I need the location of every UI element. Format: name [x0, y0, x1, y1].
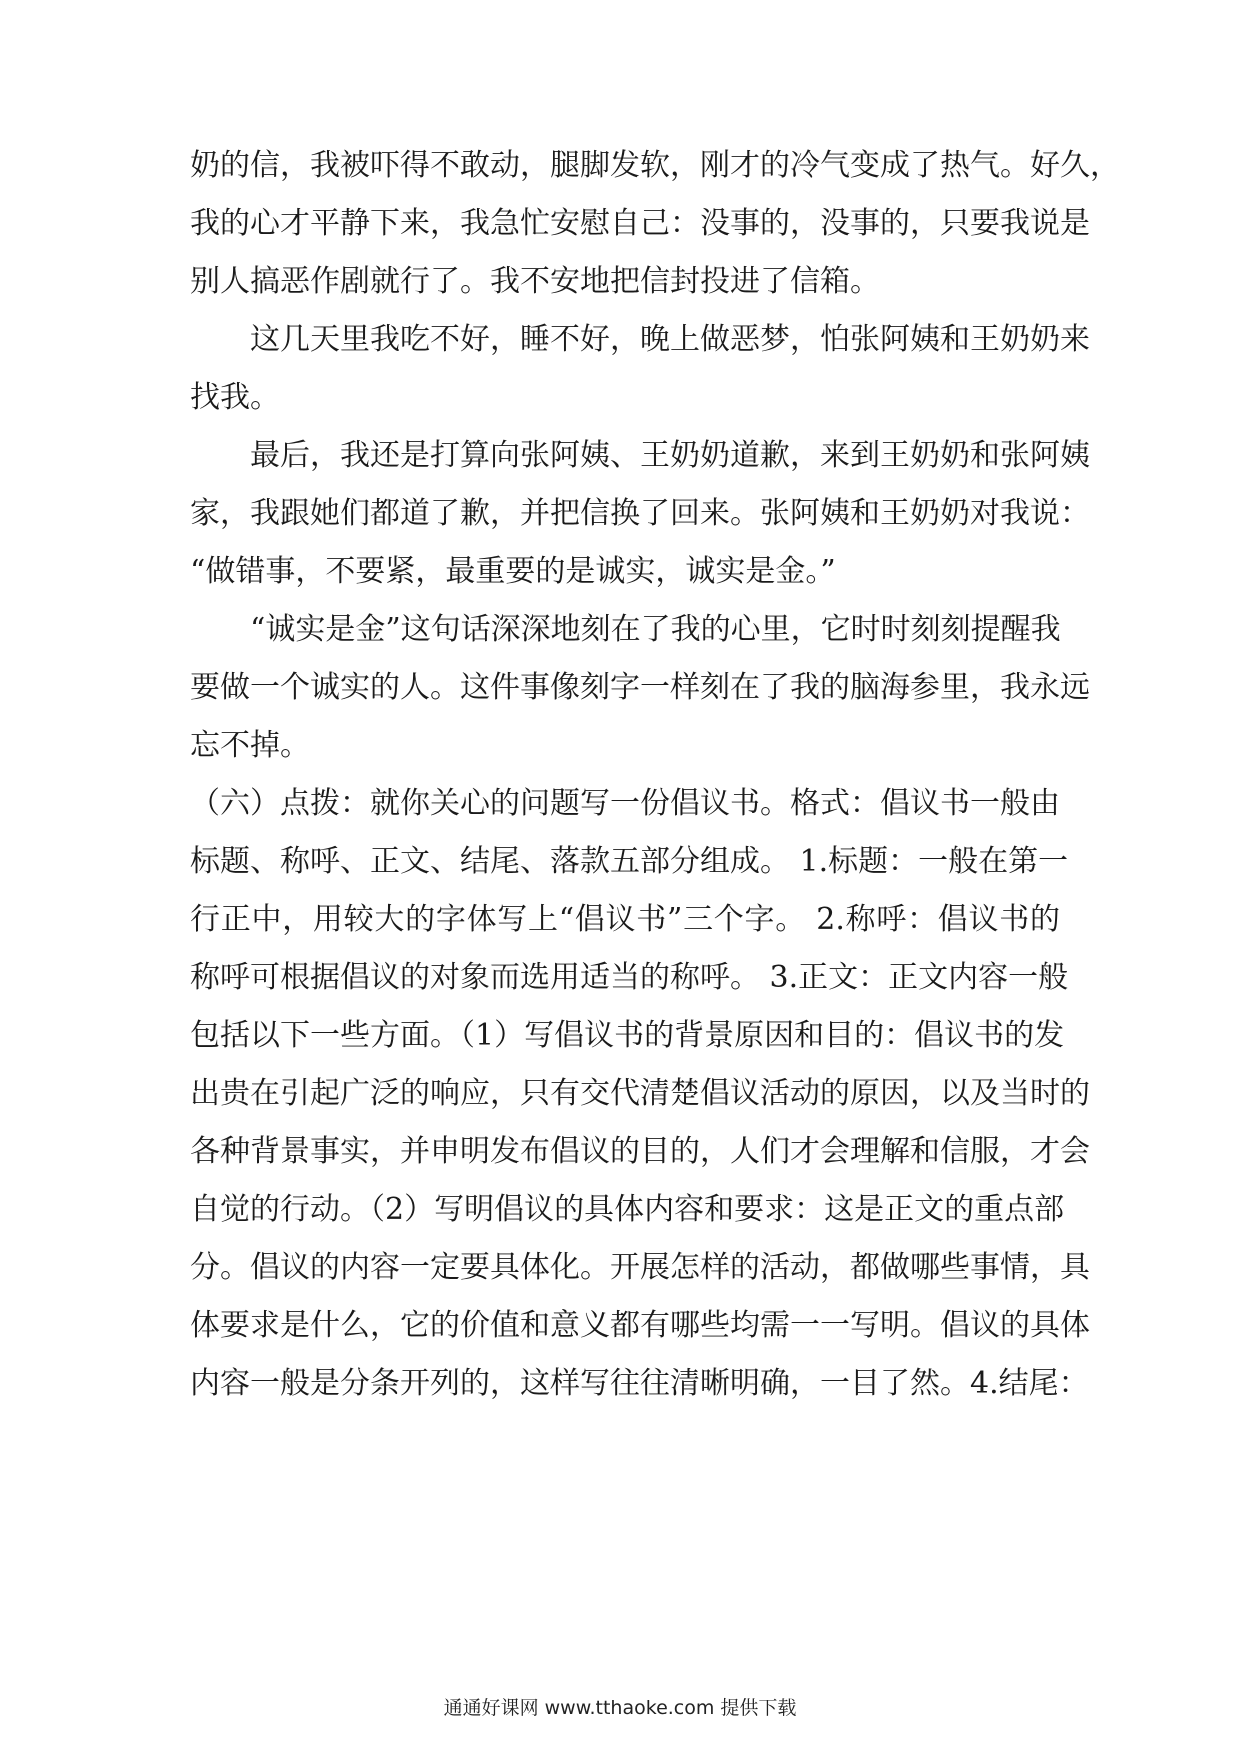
text-line: “诚实是金”这句话深深地刻在了我的心里，它时时刻刻提醒我	[190, 612, 1061, 647]
text-line: 家，我跟她们都道了歉，并把信换了回来。张阿姨和王奶奶对我说：	[190, 496, 1090, 531]
text-line: 自觉的行动。（2）写明倡议的具体内容和要求：这是正文的重点部	[190, 1192, 1065, 1227]
text-line: 别人搞恶作剧就行了。我不安地把信封投进了信箱。	[190, 264, 880, 299]
text-line: 我的心才平静下来，我急忙安慰自己：没事的，没事的，只要我说是	[190, 206, 1090, 241]
text-line: 分。倡议的内容一定要具体化。开展怎样的活动，都做哪些事情，具	[190, 1250, 1090, 1285]
text-line: 内容一般是分条开列的，这样写往往清晰明确，一目了然。4.结尾：	[190, 1366, 1089, 1401]
text-line: （六）点拨：就你关心的问题写一份倡议书。格式：倡议书一般由	[190, 786, 1060, 821]
text-line: 标题、称呼、正文、结尾、落款五部分组成。 1.标题：一般在第一	[190, 844, 1069, 879]
text-line: 称呼可根据倡议的对象而选用适当的称呼。 3.正文：正文内容一般	[190, 960, 1069, 995]
text-line: 最后，我还是打算向张阿姨、王奶奶道歉，来到王奶奶和张阿姨	[190, 438, 1090, 473]
text-line: 找我。	[190, 380, 280, 415]
page-footer: 通通好课网 www.tthaoke.com 提供下载	[443, 1697, 797, 1719]
text-line: “做错事，不要紧，最重要的是诚实，诚实是金。”	[190, 554, 836, 589]
text-line: 这几天里我吃不好，睡不好，晚上做恶梦，怕张阿姨和王奶奶来	[190, 322, 1090, 357]
text-line: 出贵在引起广泛的响应，只有交代清楚倡议活动的原因，以及当时的	[190, 1076, 1090, 1111]
text-line: 包括以下一些方面。（1）写倡议书的背景原因和目的：倡议书的发	[190, 1018, 1065, 1053]
text-line: 忘不掉。	[190, 728, 310, 763]
text-line: 各种背景事实，并申明发布倡议的目的，人们才会理解和信服，才会	[190, 1134, 1090, 1169]
text-line: 要做一个诚实的人。这件事像刻字一样刻在了我的脑海参里，我永远	[190, 670, 1090, 705]
text-line: 行正中，用较大的字体写上“倡议书”三个字。 2.称呼：倡议书的	[190, 902, 1060, 937]
text-line: 体要求是什么，它的价值和意义都有哪些均需一一写明。倡议的具体	[190, 1308, 1090, 1343]
text-line: 奶的信，我被吓得不敢动，腿脚发软，刚才的冷气变成了热气。好久，	[190, 148, 1120, 183]
